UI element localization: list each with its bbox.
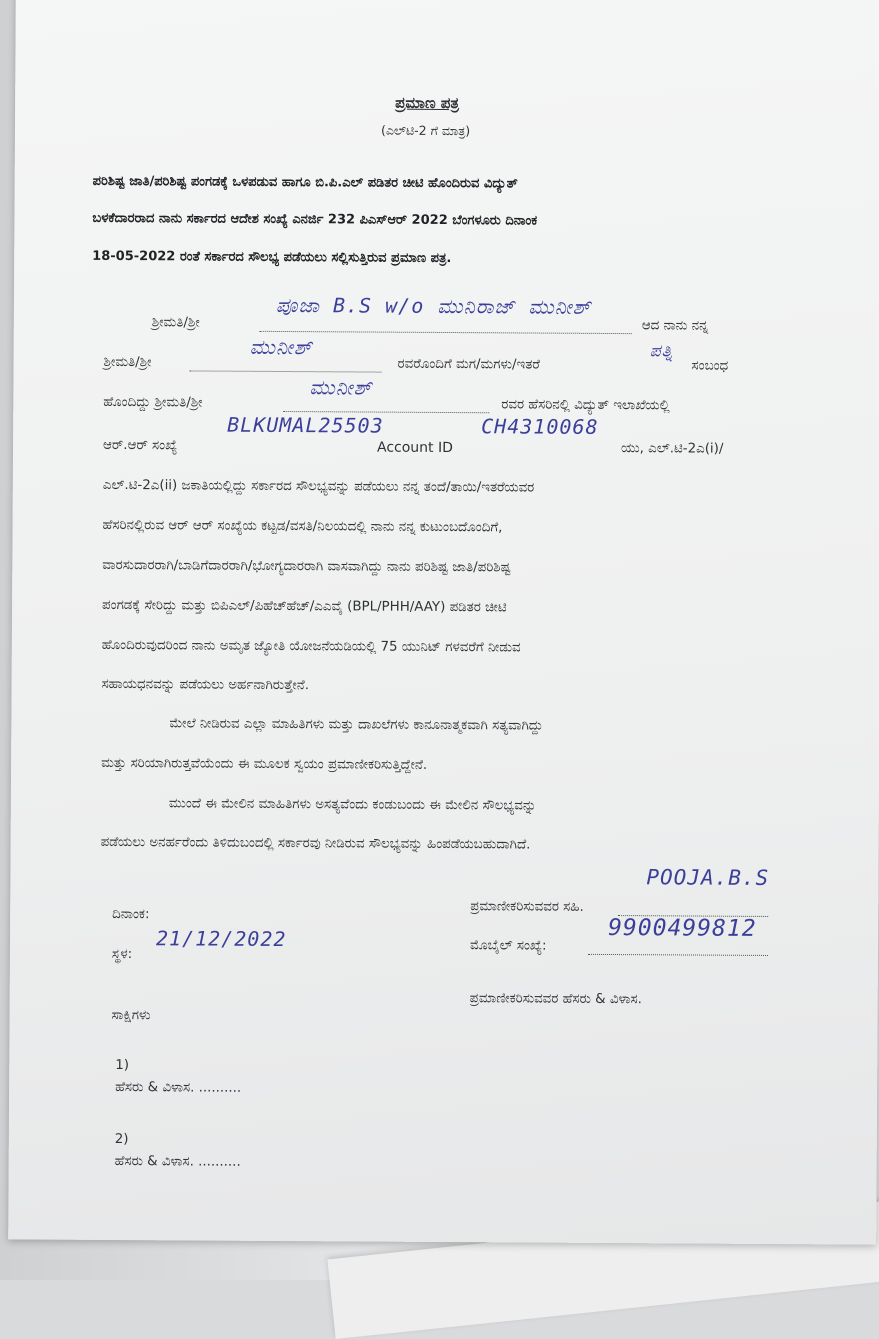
body-line-8: ಮತ್ತು ಸರಿಯಾಗಿರುತ್ತವೆಯೆಂದು ಈ ಮೂಲಕ ಸ್ವಯಂ ಪ್ರಮಾಣೀಕರಿಸುತ್ತಿದ್ದೇನೆ. [101,755,428,773]
signature-label: ಪ್ರಮಾಣೀಕರಿಸುವವರ ಸಹಿ. [470,899,584,915]
account-id-label: Account ID [376,439,453,457]
l2-tail: ಸಂಬಂಧ [691,358,729,374]
intro-line-1: ಪರಿಶಿಷ್ಟ ಜಾತಿ/ಪರಿಶಿಷ್ಟ ಪಂಗಡಕ್ಕೆ ಒಳಪಡುವ ಹಾಗೂ ಬಿ.ಪಿ.ಎಲ್ ಪಡಿತರ ಚೀಟಿ ಹೊಂದಿರುವ ವಿದ್ಯುತ್ [92,173,518,192]
l2-handwritten-relation: ಪತ್ನಿ [649,341,674,362]
l1-dots [260,331,632,334]
body-line-2: ಹೆಸರಿನಲ್ಲಿರುವ ಆರ್ ಆರ್ ಸಂಖ್ಯೆಯ ಕಟ್ಟಡ/ವಸತಿ/ನಿಲಯದಲ್ಲಿ ನಾನು ನನ್ನ ಕುಟುಂಬದೊಂದಿಗೆ, [102,517,503,536]
page-title: ಪ್ರಮಾಣ ಪತ್ರ [395,93,460,113]
rr-number-handwritten: BLKUMAL25503 [227,412,384,438]
l1-label: ಶ್ರೀಮತಿ/ಶ್ರೀ [151,315,200,331]
body-line-10: ಪಡೆಯಲು ಅನರ್ಹರೆಂದು ತಿಳಿದುಬಂದಲ್ಲಿ ಸರ್ಕಾರವು ನೀಡಿರುವ ಸೌಲಭ್ಯವನ್ನು ಹಿಂಪಡೆಯಬಹುದಾಗಿದೆ. [100,834,531,853]
name-address-label: ಪ್ರಮಾಣೀಕರಿಸುವವರ ಹೆಸರು & ವಿಳಾಸ. [469,991,642,1008]
l3-tail: ರವರ ಹೆಸರಿನಲ್ಲಿ ವಿದ್ಯುತ್ ಇಲಾಖೆಯಲ್ಲಿ [501,397,670,414]
l1-handwritten-name: ಪೂಜಾ B.S w/o ಮುನಿರಾಜ್ ಮುನೀಶ್ [275,292,592,319]
account-id-handwritten: CH4310068 [481,414,599,439]
body-line-6: ಸಹಾಯಧನವನ್ನು ಪಡೆಯಲು ಅರ್ಹನಾಗಿರುತ್ತೇನೆ. [101,676,310,694]
body-line-3: ವಾರಸುದಾರರಾಗಿ/ಬಾಡಿಗೆದಾರರಾಗಿ/ಭೋಗ್ಯದಾರರಾಗಿ ವಾಸವಾಗಿದ್ದು ನಾನು ಪರಿಶಿಷ್ಟ ಜಾತಿ/ಪರಿಶಿಷ್ಟ [102,557,511,576]
l1-tail: ಆದ ನಾನು ನನ್ನ [641,318,709,334]
l2-handwritten-name: ಮುನೀಶ್ [249,334,313,360]
body-line-4: ಪಂಗಡಕ್ಕೆ ಸೇರಿದ್ದು ಮತ್ತು ಬಿಪಿಎಲ್/ಪಿಹೆಚ್‌ಹೆಚ್/ಎಎವೈ (BPL/PHH/AAY) ಪಡಿತರ ಚೀಟಿ [102,597,507,616]
mobile-number-handwritten: 9900499812 [608,914,757,942]
witness-1-number: 1) [115,1057,130,1074]
page-subtitle: (ಎಲ್‌ಟಿ-2 ಗೆ ಮಾತ್ರ) [380,122,471,139]
date-handwritten: 21/12/2022 [155,926,287,952]
intro-line-2: ಬಳಕೆದಾರರಾದ ನಾನು ಸರ್ಕಾರದ ಆದೇಶ ಸಂಖ್ಯೆ ಎನರ್ಜಿ 232 ಪಿಎಸ್‌ಆರ್ 2022 ಬೆಂಗಳೂರು ದಿನಾಂಕ [92,210,538,229]
l2-label: ಶ್ರೀಮತಿ/ಶ್ರೀ [103,354,152,371]
l2-mid: ರವರೊಂದಿಗೆ ಮಗ/ಮಗಳು/ಇತರೆ [397,356,540,373]
l2-dots [190,370,382,372]
witness-2-label: ಹೆಸರು & ವಿಳಾಸ. .......... [114,1153,241,1170]
witness-2-number: 2) [114,1131,129,1148]
certificate-paper [8,0,879,1245]
mobile-dots [588,954,768,956]
witnesses-label: ಸಾಕ್ಷಿಗಳು [111,1007,151,1024]
body-line-1: ಎಲ್.ಟಿ-2ಎ(ii) ಜಕಾತಿಯಲ್ಲಿದ್ದು ಸರ್ಕಾರದ ಸೌಲಭ್ಯವನ್ನು ಪಡೆಯಲು ನನ್ನ ತಂದೆ/ತಾಯಿ/ಇತರೆಯವರ [102,477,535,496]
place-label: ಸ್ಥಳ: [111,946,133,963]
witness-1-label: ಹೆಸರು & ವಿಳಾಸ. .......... [115,1079,242,1096]
intro-line-3: 18-05-2022 ರಂತೆ ಸರ್ಕಾರದ ಸೌಲಭ್ಯ ಪಡೆಯಲು ಸಲ್ಲಿಸುತ್ತಿರುವ ಪ್ರಮಾಣ ಪತ್ರ. [92,248,452,267]
body-line-5: ಹೊಂದಿರುವುದರಿಂದ ನಾನು ಅಮೃತ ಜ್ಯೋತಿ ಯೋಜನೆಯಡಿಯಲ್ಲಿ 75 ಯುನಿಟ್ ಗಳವರೆಗೆ ನೀಡುವ [101,637,521,656]
l3-label: ಹೊಂದಿದ್ದು ಶ್ರೀಮತಿ/ಶ್ರೀ [103,394,203,411]
l4-tail: ಯು, ಎಲ್.ಟಿ-2ಎ(i)/ [620,441,724,457]
l4-label: ಆರ್.ಆರ್ ಸಂಖ್ಯೆ [103,437,178,454]
date-label: ದಿನಾಂಕ: [112,906,150,923]
signature-handwritten: POOJA.B.S [646,865,770,890]
mobile-label: ಮೊಬೈಲ್ ಸಂಖ್ಯೆ: [469,938,547,954]
body-line-7: ಮೇಲೆ ನೀಡಿರುವ ಎಲ್ಲಾ ಮಾಹಿತಿಗಳು ಮತ್ತು ದಾಖಲೆಗಳು ಕಾನೂನಾತ್ಮಕವಾಗಿ ಸತ್ಯವಾಗಿದ್ದು [169,716,544,734]
l3-handwritten-name: ಮುನೀಶ್ [309,375,373,400]
body-line-9: ಮುಂದೆ ಈ ಮೇಲಿನ ಮಾಹಿತಿಗಳು ಅಸತ್ಯವೆಂದು ಕಂಡುಬಂದು ಈ ಮೇಲಿನ ಸೌಲಭ್ಯವನ್ನು [168,796,537,814]
